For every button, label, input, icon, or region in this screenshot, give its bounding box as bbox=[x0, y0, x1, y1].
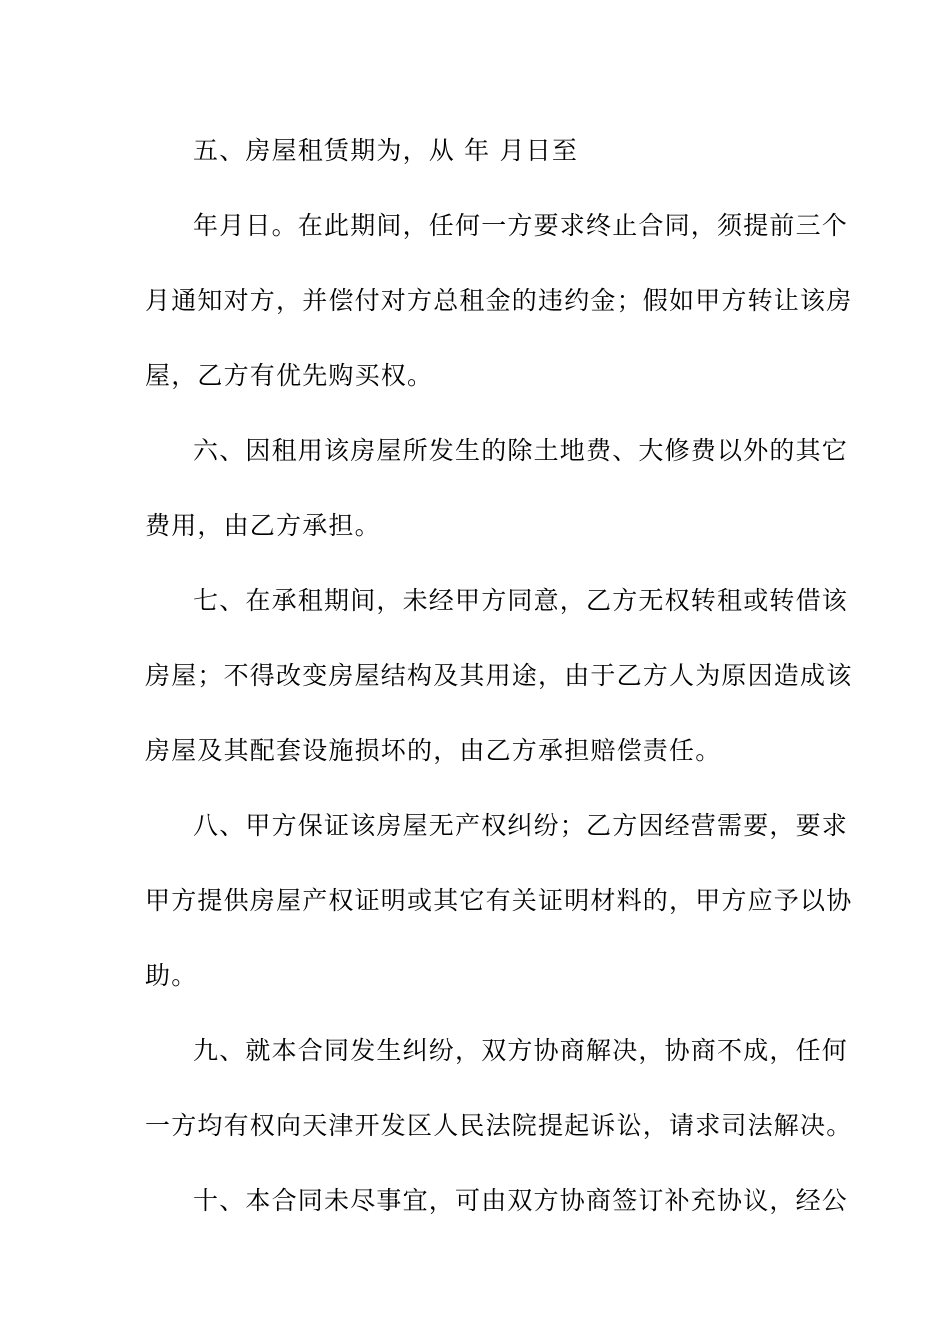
clause-10-line-1: 十、本合同未尽事宜，可由双方协商签订补充协议，经公 bbox=[193, 1186, 849, 1215]
clause-9-line-1: 九、就本合同发生纠纷，双方协商解决，协商不成，任何 bbox=[193, 1036, 849, 1065]
clause-5-line-4: 屋，乙方有优先购买权。 bbox=[145, 361, 434, 390]
clause-8-line-3: 助。 bbox=[145, 961, 198, 990]
clause-7-line-1: 七、在承租期间，未经甲方同意，乙方无权转租或转借该 bbox=[193, 586, 849, 615]
clause-7-line-3: 房屋及其配套设施损坏的，由乙方承担赔偿责任。 bbox=[145, 736, 722, 765]
clause-5-line-1: 五、房屋租赁期为，从 年 月日至 bbox=[193, 136, 579, 165]
clause-8-line-2: 甲方提供房屋产权证明或其它有关证明材料的，甲方应予以协 bbox=[145, 886, 853, 915]
clause-5-line-3: 月通知对方，并偿付对方总租金的违约金；假如甲方转让该房 bbox=[145, 286, 853, 315]
clause-6-line-1: 六、因租用该房屋所发生的除土地费、大修费以外的其它 bbox=[193, 436, 849, 465]
clause-5-line-2: 年月日。在此期间，任何一方要求终止合同，须提前三个 bbox=[193, 211, 849, 240]
clause-8-line-1: 八、甲方保证该房屋无产权纠纷；乙方因经营需要，要求 bbox=[193, 811, 849, 840]
clause-9-line-2: 一方均有权向天津开发区人民法院提起诉讼，请求司法解决。 bbox=[145, 1111, 853, 1140]
clause-7-line-2: 房屋；不得改变房屋结构及其用途，由于乙方人为原因造成该 bbox=[145, 661, 853, 690]
clause-6-line-2: 费用，由乙方承担。 bbox=[145, 511, 381, 540]
